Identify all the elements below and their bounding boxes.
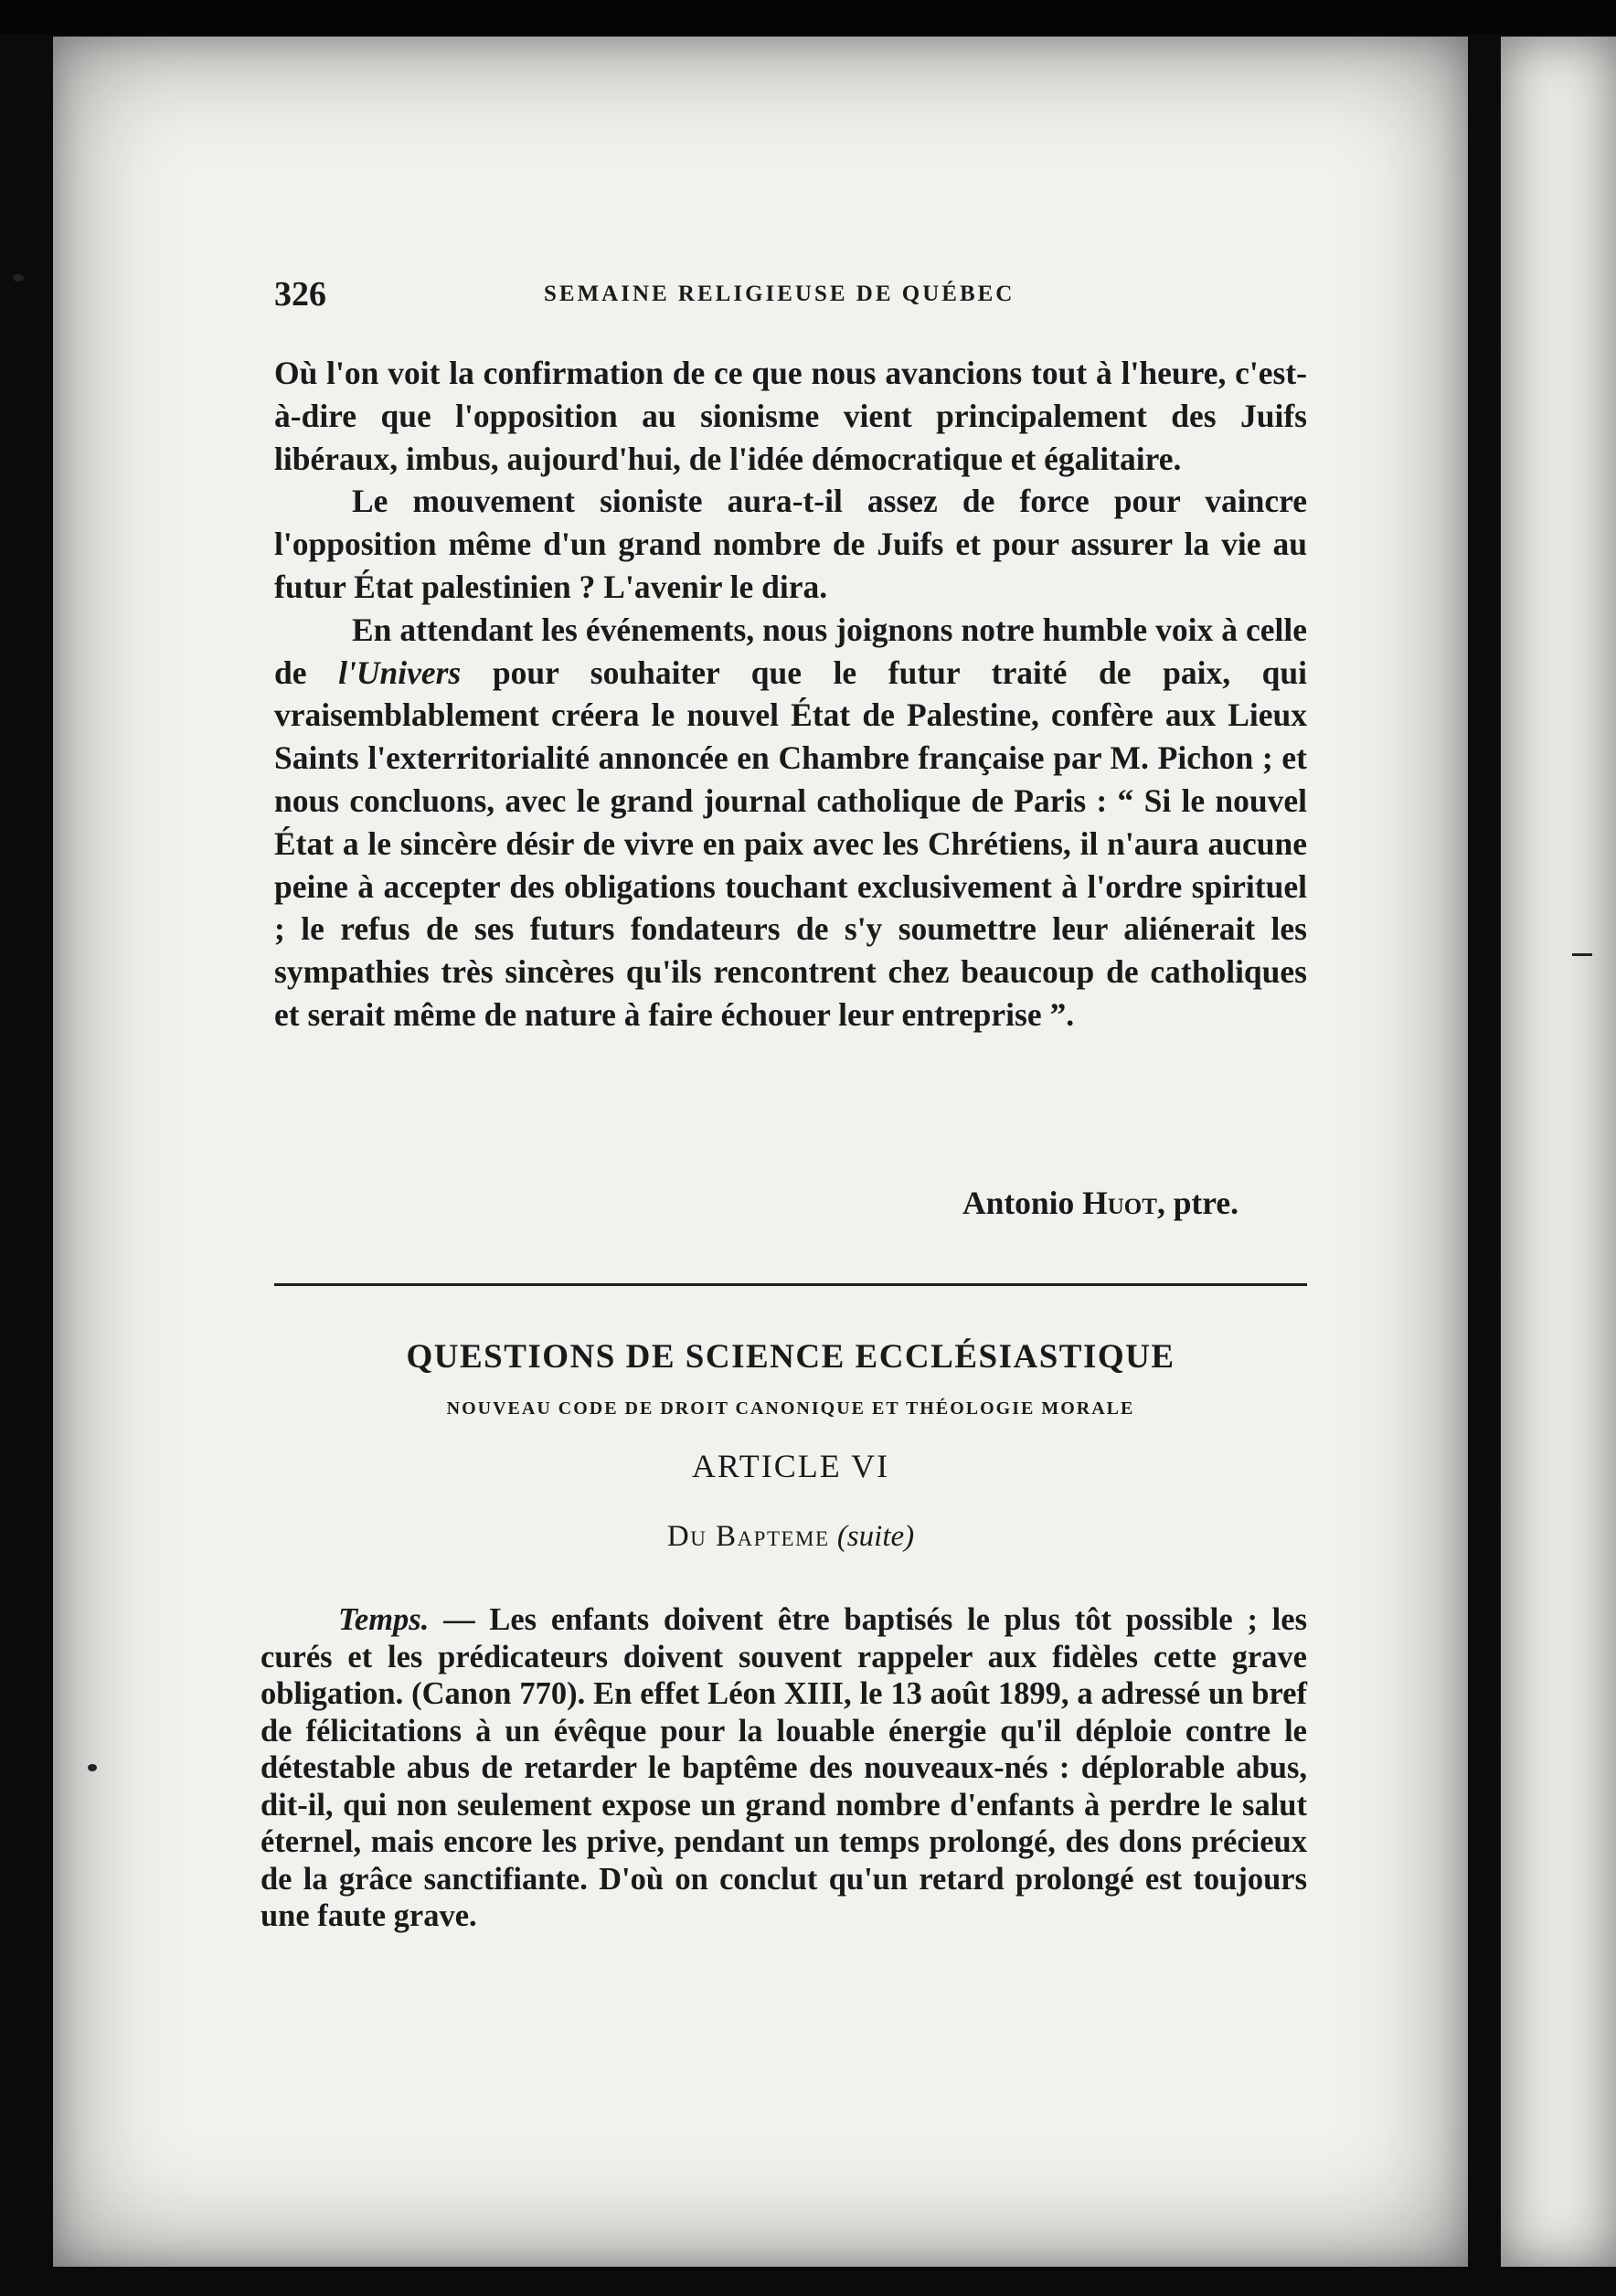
paragraph: Le mouvement sioniste aura-t-il assez de force pour vaincre l'opposition même d'un grand nombre de Juifs et pour assurer la vie au futur État palestinien ? L'avenir le dira. bbox=[274, 483, 1307, 605]
author-signature bbox=[274, 1184, 1239, 1222]
paragraph-text: — Les enfants doivent être baptisés le plus tôt possible ; les curés et les prédicateurs doivent souvent rappeler aux fidèles cette grave obligation. (Canon 770). En effet Léon XIII, le 13 août 1899, a adressé un bref de félicitations à un évêque pour la louable énergie qu'il déploie contre le détestable abus de retarder le baptême des nouveaux-nés : déplorable abus, dit-il, qui non seulement expose un grand nombre d'enfants à perdre le salut éternel, mais encore les prive, pendant un temps prolongé, des dons précieux de la grâce sanctifiante. D'où on conclut qu'un retard prolongé est toujours une faute grave. bbox=[260, 1602, 1307, 1933]
paragraph bbox=[274, 609, 1307, 1036]
article-heading: ARTICLE VI bbox=[691, 1448, 890, 1484]
signature-first-name: Antonio bbox=[962, 1185, 1083, 1221]
film-speck bbox=[88, 1764, 97, 1771]
paragraph: Où l'on voit la confirmation de ce que nous avancions tout à l'heure, c'est-à-dire que l'opposition au sionisme vient principalement des Juifs libéraux, imbus, aujourd'hui, de l'idée démocratique et égalitaire. bbox=[274, 355, 1307, 477]
section-title: QUESTIONS DE SCIENCE ECCLÉSIASTIQUE bbox=[406, 1338, 1175, 1376]
article-body bbox=[274, 352, 1307, 1036]
paragraph bbox=[260, 1601, 1307, 1935]
sub-heading-text: Du Bapteme bbox=[666, 1520, 830, 1553]
section-subtitle: NOUVEAU CODE DE DROIT CANONIQUE ET THÉOLOGIE MORALE bbox=[446, 1398, 1135, 1419]
paragraph-text: En attendant les événements, nous joignons notre humble voix à celle de bbox=[274, 611, 1307, 691]
section-divider bbox=[274, 1283, 1307, 1286]
running-head: SEMAINE RELIGIEUSE DE QUÉBEC bbox=[544, 282, 1015, 306]
signature-suffix: , ptre. bbox=[1156, 1185, 1239, 1221]
sub-heading-note: (suite) bbox=[836, 1520, 915, 1553]
adjacent-page-edge bbox=[1501, 37, 1616, 2267]
page-number: 326 bbox=[274, 275, 326, 314]
section-body bbox=[260, 1601, 1307, 1935]
signature-surname: Huot bbox=[1082, 1185, 1157, 1221]
page-header bbox=[274, 274, 1307, 320]
film-speck bbox=[13, 274, 24, 282]
publication-name: l'Univers bbox=[338, 654, 462, 691]
film-border bbox=[0, 0, 1616, 35]
sub-heading bbox=[274, 1520, 1307, 1554]
film-speck bbox=[1572, 953, 1592, 956]
paragraph-text: pour souhaiter que le futur traité de paix, qui vraisemblablement créera le nouvel État de Palestine, confère aux Lieux Saints l'exterritorialité annoncée en Chambre française par M. Pichon ; et nous concluons, avec le grand journal catholique de Paris : “ Si le nouvel État a le sincère désir de vivre en paix avec les Chrétiens, il n'aura aucune peine à accepter des obligations touchant exclusivement à l'ordre spirituel ; le refus de ses futurs fondateurs de s'y soumettre leur aliénerait les sympathies très sincères qu'ils rencontrent chez beaucoup de catholiques et serait même de nature à faire échouer leur entreprise ”. bbox=[274, 654, 1308, 1033]
lead-word: Temps. bbox=[338, 1602, 430, 1637]
